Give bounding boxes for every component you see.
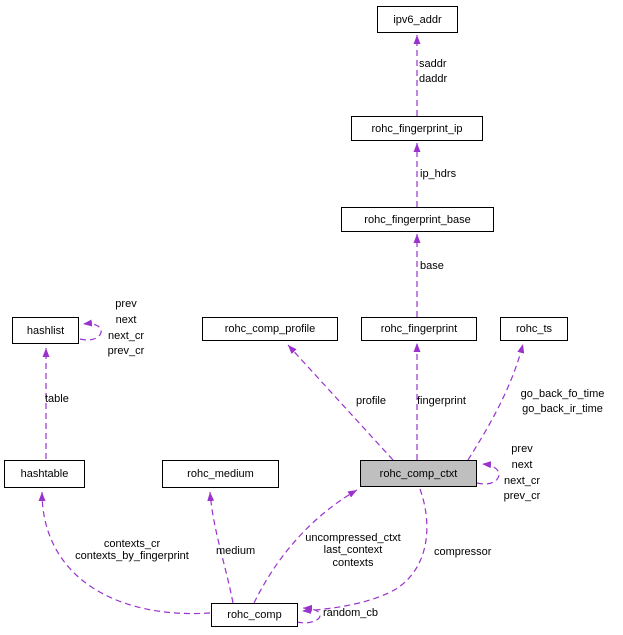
node-rohc-ts[interactable]: rohc_ts: [500, 317, 568, 341]
edge-label-hashlist-next-cr: next_cr: [107, 329, 145, 342]
edge-label-saddr-daddr: [419, 57, 447, 87]
edge-label-go-back: [505, 387, 620, 417]
node-rohc-fingerprint-ip[interactable]: rohc_fingerprint_ip: [351, 116, 483, 141]
edge-label-uncompressed-ctxt: uncompressed_ctxt: [305, 532, 401, 544]
node-rohc-medium[interactable]: rohc_medium: [162, 460, 279, 488]
node-rohc-fingerprint-base[interactable]: rohc_fingerprint_base: [341, 207, 494, 232]
node-hashtable[interactable]: hashtable: [4, 460, 85, 488]
edge-label-uncompressed: [292, 532, 414, 569]
edge-label-daddr: daddr: [419, 73, 448, 85]
edge-label-medium: medium: [216, 545, 256, 557]
edge-label-ctxt-prev: prev: [511, 443, 533, 455]
edge-label-ip-hdrs: ip_hdrs: [420, 168, 457, 180]
edge-label-contexts-by-fingerprint: contexts_by_fingerprint: [75, 550, 189, 563]
edge-label-random-cb: random_cb: [323, 607, 379, 619]
node-rohc-comp-ctxt: rohc_comp_ctxt: [360, 460, 477, 487]
node-hashlist[interactable]: hashlist: [12, 317, 79, 344]
edge-label-hashlist-next: next: [115, 313, 137, 326]
edge-label-saddr: saddr: [419, 58, 447, 70]
edge-label-table: table: [45, 393, 69, 405]
edge-label-ctxt-prev-cr: prev_cr: [503, 490, 541, 503]
edge-label-hashlist-prev: prev: [115, 298, 137, 310]
edge-label-hashlist-self: [95, 297, 157, 360]
edge-label-compressor: compressor: [434, 546, 492, 558]
edge-label-go-back-fo-time: go_back_fo_time: [520, 388, 605, 400]
node-ipv6-addr[interactable]: ipv6_addr: [377, 6, 458, 33]
edge-label-hashlist-prev-cr: prev_cr: [107, 345, 145, 358]
edge-label-ctxt-next-cr: next_cr: [503, 474, 541, 487]
edge-label-ctxt-next: next: [511, 458, 533, 471]
node-rohc-fingerprint[interactable]: rohc_fingerprint: [361, 317, 477, 341]
node-rohc-comp-profile[interactable]: rohc_comp_profile: [202, 317, 338, 341]
edge-label-contexts-member: contexts: [332, 556, 374, 569]
edge-label-last-context: last_context: [323, 544, 383, 557]
edge-label-contexts-cr: contexts_cr: [103, 538, 161, 550]
edge-label-go-back-ir-time: go_back_ir_time: [522, 403, 603, 415]
edge-label-base: base: [420, 260, 444, 272]
edge-label-profile: profile: [356, 395, 386, 407]
node-rohc-comp[interactable]: rohc_comp: [211, 603, 298, 627]
edge-label-fingerprint: fingerprint: [417, 395, 466, 407]
edge-label-contexts: [58, 538, 206, 563]
edge-label-ctxt-self: [491, 442, 553, 505]
